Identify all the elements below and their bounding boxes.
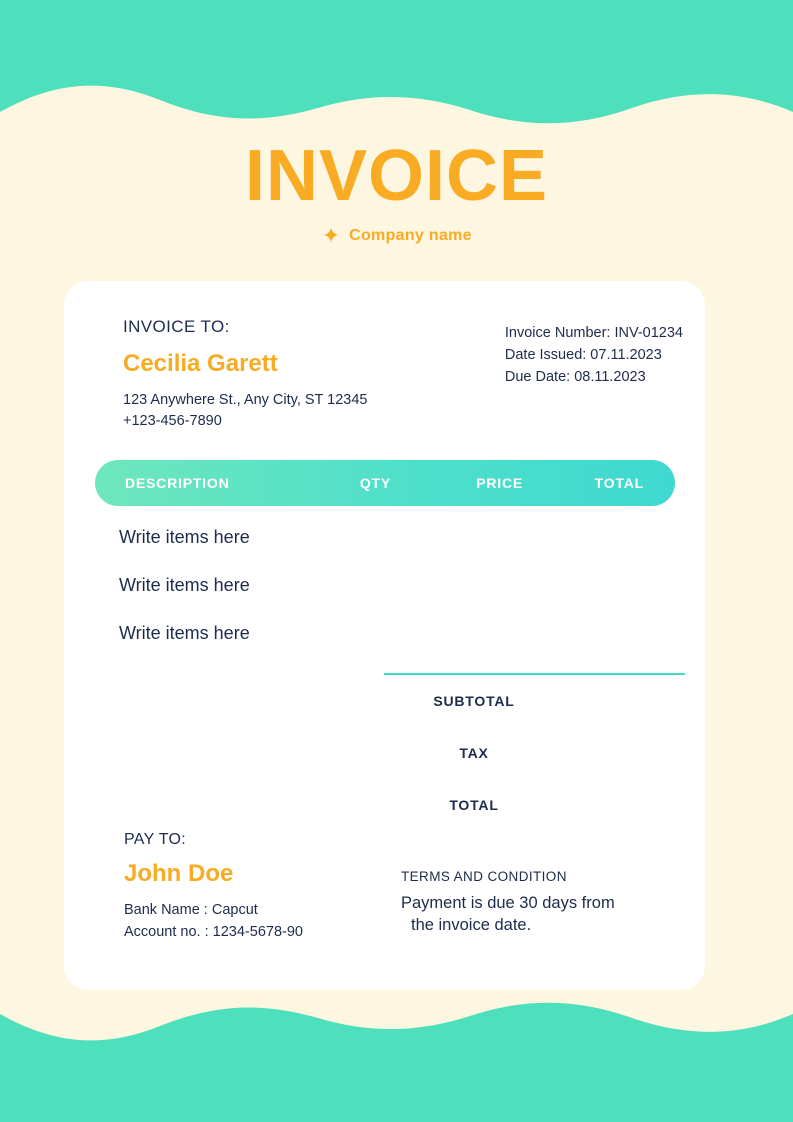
invoice-to-block [123, 317, 368, 432]
sparkle-icon: ✦ [321, 223, 341, 248]
subtotal-label: SUBTOTAL [433, 693, 515, 709]
column-header-qty: QTY [359, 475, 391, 491]
item-description: Write items here [119, 575, 250, 595]
table-row[interactable] [119, 527, 659, 575]
terms-line-1: Payment is due 30 days from [401, 894, 615, 912]
client-contact [123, 390, 368, 432]
table-row[interactable] [119, 623, 659, 671]
client-phone: +123-456-7890 [123, 413, 222, 430]
totals-row-total [384, 779, 685, 831]
pay-to-label: PAY TO: [124, 831, 186, 848]
payee-bank-details [124, 900, 384, 944]
title-block [0, 136, 793, 248]
total-label: TOTAL [449, 797, 499, 813]
table-row[interactable] [119, 575, 659, 623]
invoice-card [64, 281, 705, 990]
date-issued: Date Issued: 07.11.2023 [504, 346, 662, 363]
client-name: Cecilia Garett [123, 350, 278, 377]
company-name: Company name [349, 227, 472, 244]
page-title: INVOICE [244, 136, 549, 216]
bank-name: Bank Name : Capcut [124, 902, 258, 918]
invoice-to-label: INVOICE TO: [123, 317, 230, 336]
totals-row-tax [384, 727, 685, 779]
totals-section [384, 673, 685, 831]
items-table-header [95, 460, 675, 506]
company-line [0, 223, 793, 248]
terms-body [401, 892, 691, 937]
account-number: Account no. : 1234-5678-90 [124, 923, 303, 940]
column-header-total: TOTAL [594, 475, 644, 491]
item-description: Write items here [119, 623, 250, 643]
column-header-price: PRICE [476, 475, 524, 491]
invoice-number: Invoice Number: INV-01234 [504, 325, 683, 341]
items-list [119, 527, 659, 671]
invoice-meta [505, 317, 683, 432]
column-header-description: DESCRIPTION [125, 475, 230, 491]
totals-row-subtotal [384, 675, 685, 727]
due-date: Due Date: 08.11.2023 [504, 368, 646, 385]
terms-line-2: the invoice date. [411, 916, 532, 935]
terms-title: TERMS AND CONDITION [401, 869, 567, 884]
pay-to-section [124, 831, 384, 944]
client-address: 123 Anywhere St., Any City, ST 12345 [123, 392, 368, 408]
item-description: Write items here [119, 527, 250, 547]
terms-section [401, 869, 691, 937]
tax-label: TAX [459, 745, 489, 761]
billing-row [123, 317, 683, 432]
payee-name: John Doe [124, 860, 234, 887]
